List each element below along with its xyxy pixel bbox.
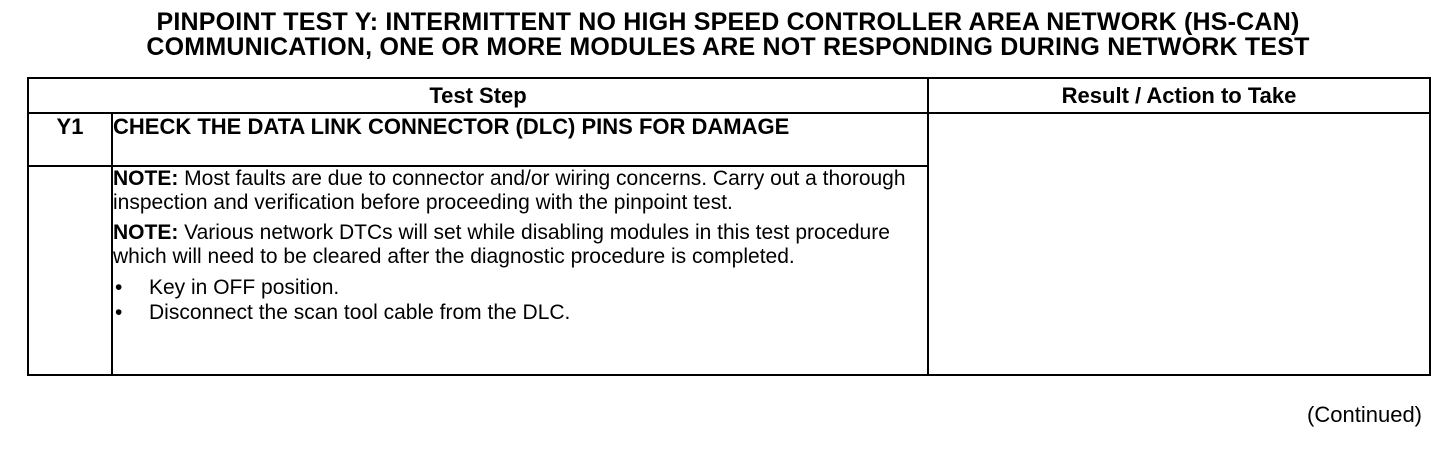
note-2: [113, 221, 927, 269]
step-body: [112, 166, 928, 375]
pinpoint-test-title: [0, 10, 1456, 60]
result-action-header: Result / Action to Take: [928, 78, 1430, 113]
note-1-label: NOTE:: [113, 167, 179, 190]
note-1: [113, 167, 927, 215]
note-2-text: Various network DTCs will set while disabling modules in this test procedure which will need to be cleared after the diagnostic procedure is completed.: [113, 221, 890, 268]
continued-label: (Continued): [1307, 402, 1422, 427]
note-1-text: Most faults are due to connector and/or wiring concerns. Carry out a thorough inspection and verification before proceeding with the pinpoint test.: [113, 167, 906, 214]
title-line-2: COMMUNICATION, ONE OR MORE MODULES ARE NOT RESPONDING DURING NETWORK TEST: [146, 33, 1310, 61]
test-step-header: Test Step: [28, 78, 928, 113]
pinpoint-test-table: [27, 77, 1431, 376]
note-2-label: NOTE:: [113, 221, 179, 244]
table-header-row: [28, 78, 1430, 113]
step-heading-row: [28, 113, 1430, 166]
list-item: • Key in OFF position.: [113, 275, 927, 300]
list-item: • Disconnect the scan tool cable from the DLC.: [113, 300, 927, 325]
result-action-cell: [928, 113, 1430, 375]
step-id-blank-cell: [28, 166, 112, 375]
step-actions-list: [113, 275, 927, 325]
title-line-1: PINPOINT TEST Y: INTERMITTENT NO HIGH SPEED CONTROLLER AREA NETWORK (HS-CAN): [156, 8, 1300, 36]
step-heading: CHECK THE DATA LINK CONNECTOR (DLC) PINS FOR DAMAGE: [112, 113, 928, 166]
step-id: Y1: [28, 113, 112, 166]
